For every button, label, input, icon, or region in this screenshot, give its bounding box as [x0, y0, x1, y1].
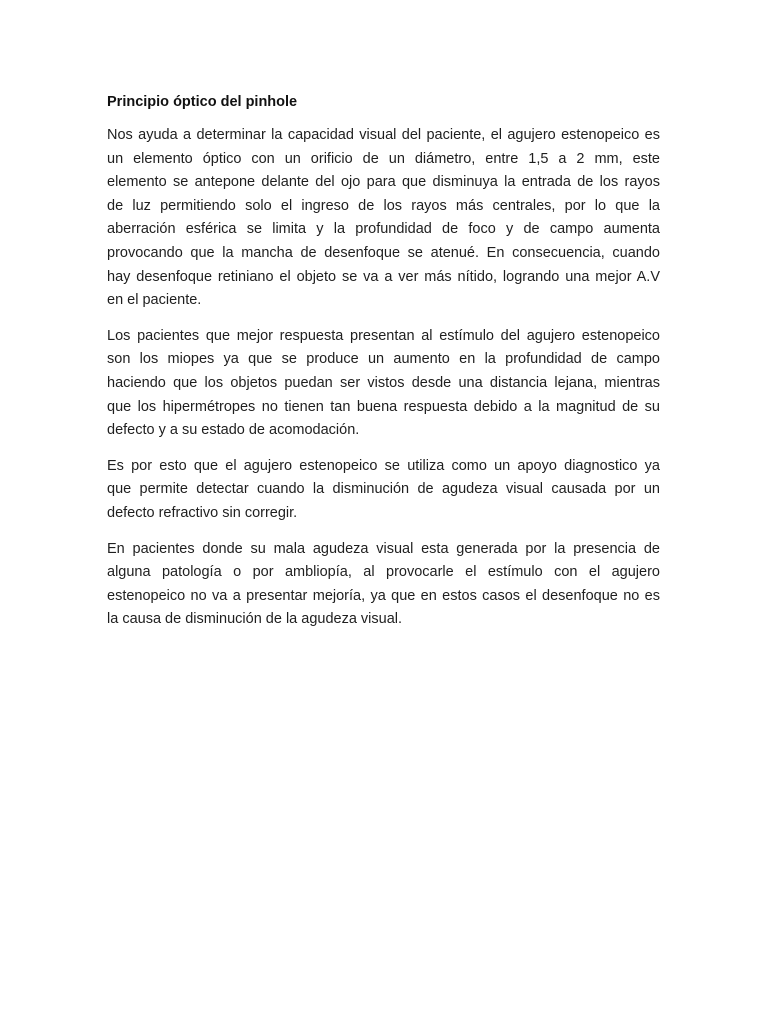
- text-line: en el paciente.: [107, 292, 202, 309]
- text-line: que los hipermétropes no tienen tan buena respuesta debido a la magnitud de su: [107, 398, 660, 415]
- text-line: defecto refractivo sin corregir.: [107, 504, 298, 521]
- document-body: [107, 92, 660, 644]
- text-line: defecto y a su estado de acomodación.: [107, 422, 360, 439]
- text-line: hay desenfoque retiniano el objeto se va a ver más nítido, logrando una mejor A.V: [107, 268, 660, 285]
- text-line: Es por esto que el agujero estenopeico se utiliza como un apoyo diagnostico ya: [107, 457, 660, 474]
- section-heading: Principio óptico del pinhole: [107, 94, 298, 110]
- text-line: estenopeico no va a presentar mejoría, ya que en estos casos el desenfoque no es: [107, 587, 660, 604]
- paragraph-4: [107, 538, 660, 632]
- text-line: Nos ayuda a determinar la capacidad visual del paciente, el agujero estenopeico es: [107, 127, 660, 143]
- paragraph-1: [107, 124, 660, 313]
- text-line: alguna patología o por ambliopía, al provocarle el estímulo con el agujero: [107, 564, 660, 581]
- text-line: un elemento óptico con un orificio de un diámetro, entre 1,5 a 2 mm, este: [107, 150, 660, 167]
- text-line: En pacientes donde su mala agudeza visual esta generada por la presencia de: [107, 540, 660, 557]
- text-line: que permite detectar cuando la disminución de agudeza visual causada por un: [107, 481, 660, 498]
- text-line: la causa de disminución de la agudeza visual.: [107, 611, 403, 628]
- text-line: de luz permitiendo solo el ingreso de los rayos más centrales, por lo que la: [107, 197, 660, 214]
- text-line: Los pacientes que mejor respuesta presentan al estímulo del agujero estenopeico: [107, 327, 660, 344]
- text-line: haciendo que los objetos puedan ser vistos desde una distancia lejana, mientras: [107, 374, 660, 391]
- text-line: elemento se antepone delante del ojo para que disminuya la entrada de los rayos: [107, 174, 660, 191]
- paragraph-3: [107, 455, 660, 526]
- text-line: aberración esférica se limita y la profundidad de foco y de campo aumenta: [107, 221, 660, 238]
- paragraph-2: [107, 325, 660, 443]
- text-line: provocando que la mancha de desenfoque se atenué. En consecuencia, cuando: [107, 244, 660, 261]
- text-line: son los miopes ya que se produce un aumento en la profundidad de campo: [107, 351, 660, 368]
